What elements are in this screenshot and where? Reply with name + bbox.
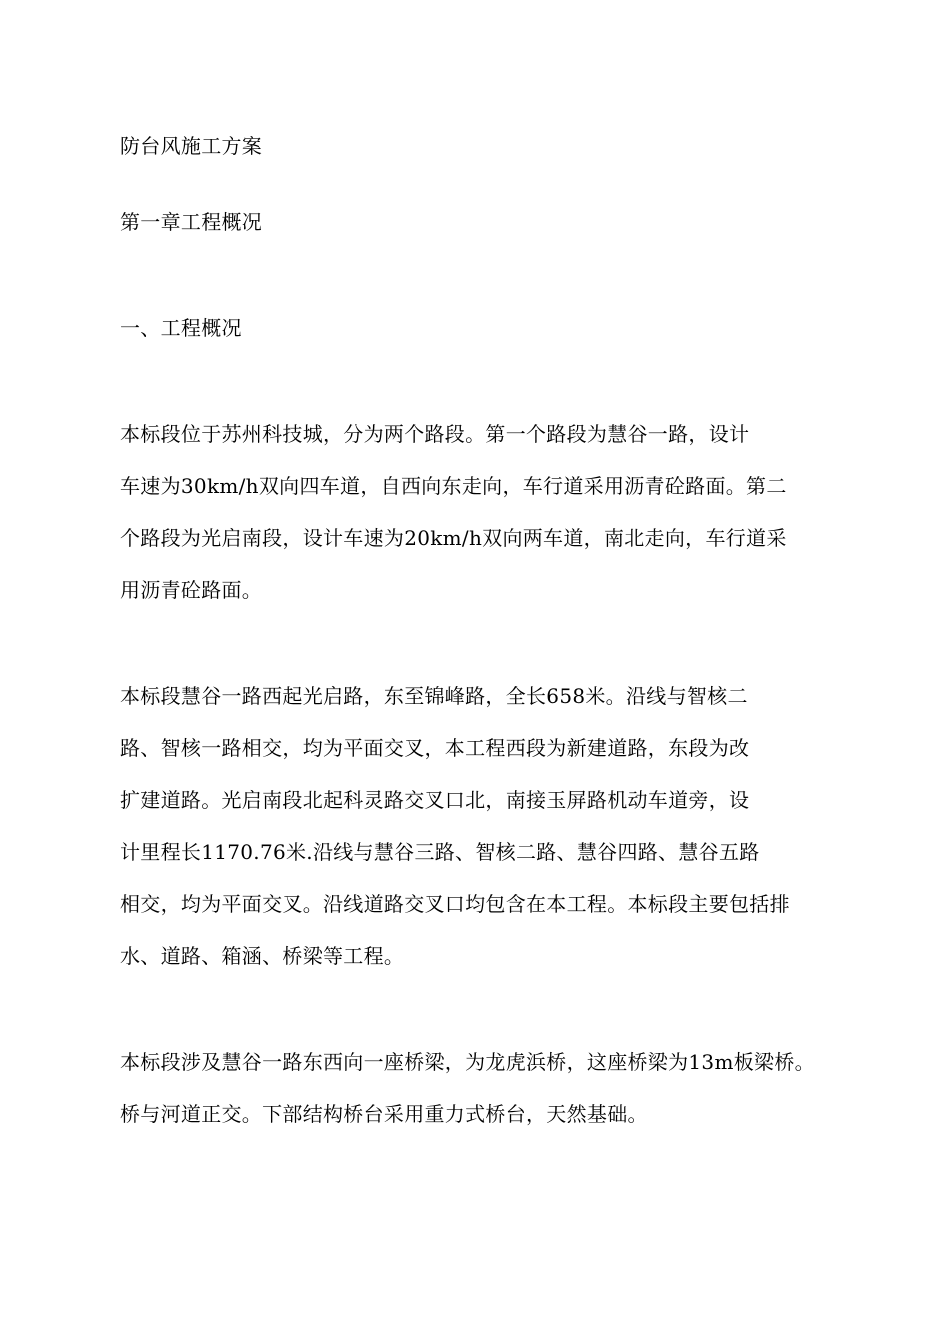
paragraph-line: 路、智核一路相交，均为平面交叉，本工程西段为新建道路，东段为改 [120, 736, 750, 760]
paragraph-line: 个路段为光启南段，设计车速为20km/h双向两车道，南北走向，车行道采 [120, 526, 787, 550]
paragraph-line: 车速为30km/h双向四车道，自西向东走向，车行道采用沥青砼路面。第二 [120, 474, 787, 498]
section-heading: 一、工程概况 [120, 316, 242, 340]
chapter-heading: 第一章工程概况 [120, 210, 263, 234]
document-title: 防台风施工方案 [120, 134, 263, 158]
paragraph-line: 用沥青砼路面。 [120, 578, 263, 602]
paragraph-line: 扩建道路。光启南段北起科灵路交叉口北，南接玉屏路机动车道旁，设 [120, 788, 750, 812]
paragraph-line: 水、道路、箱涵、桥梁等工程。 [120, 944, 405, 968]
paragraph-line: 本标段涉及慧谷一路东西向一座桥梁，为龙虎浜桥，这座桥梁为13m板梁桥。 [120, 1050, 815, 1074]
paragraph-line: 相交，均为平面交叉。沿线道路交叉口均包含在本工程。本标段主要包括排 [120, 892, 790, 916]
paragraph-line: 计里程长1170.76米.沿线与慧谷三路、智核二路、慧谷四路、慧谷五路 [120, 840, 760, 864]
paragraph-line: 本标段位于苏州科技城，分为两个路段。第一个路段为慧谷一路，设计 [120, 422, 750, 446]
paragraph-line: 桥与河道正交。下部结构桥台采用重力式桥台，天然基础。 [120, 1102, 648, 1126]
paragraph-line: 本标段慧谷一路西起光启路，东至锦峰路，全长658米。沿线与智核二 [120, 684, 748, 708]
